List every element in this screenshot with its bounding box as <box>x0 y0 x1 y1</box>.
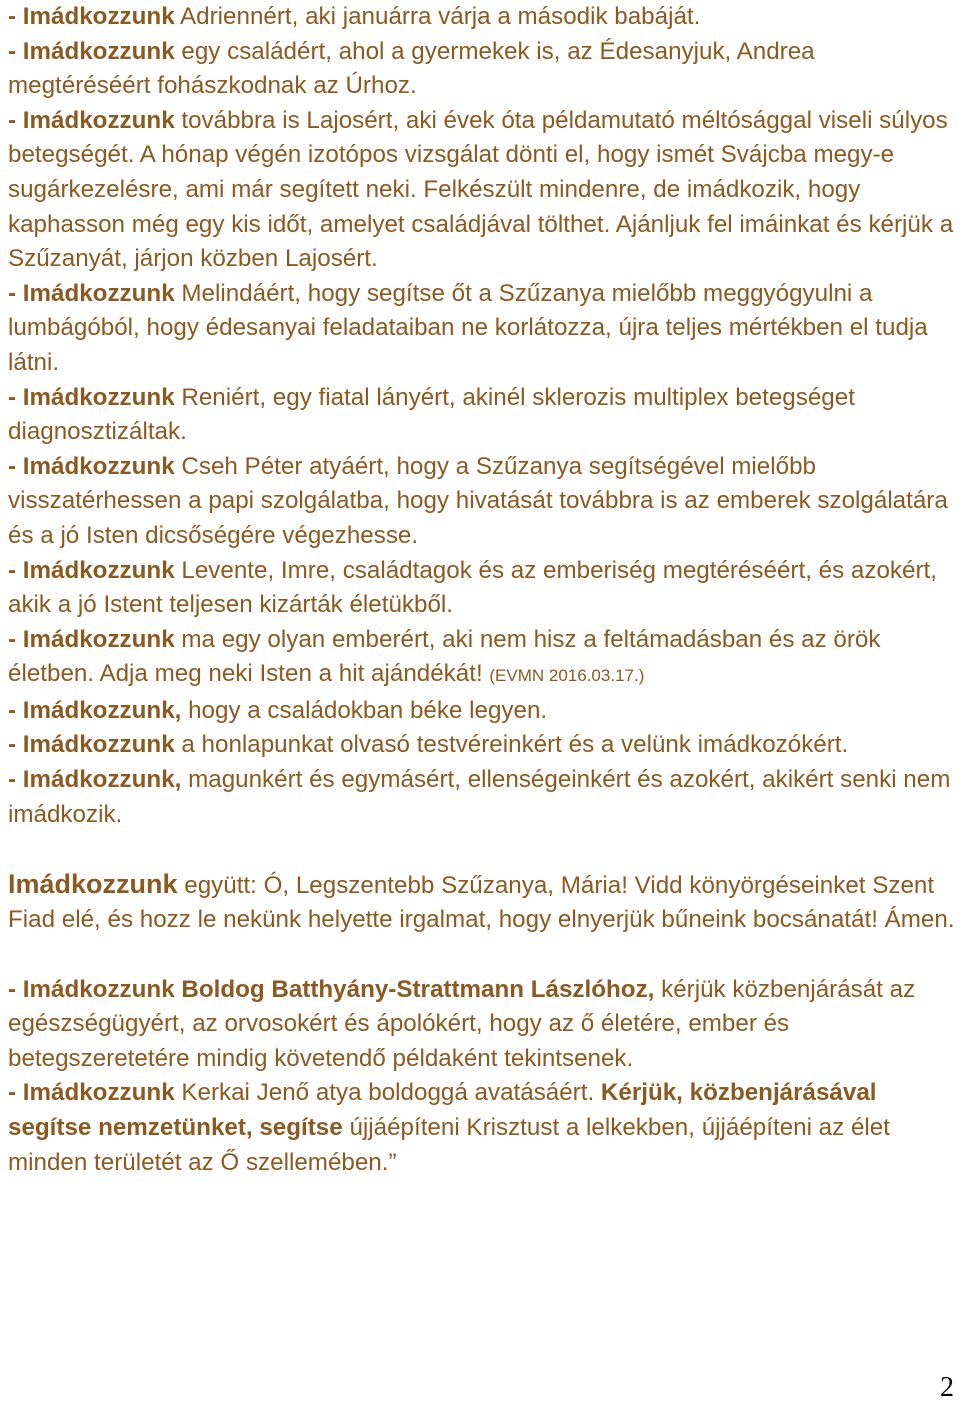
prayer-text: ma egy olyan emberért, aki nem hisz a feltámadásban és az örök életben. Adja meg neki Isten a hit ajándékát! <box>8 625 881 688</box>
prayer-text: továbbra is Lajosért, aki évek óta példamutató méltósággal viseli súlyos betegségét. A hónap végén izotópos vizsgálat dönti el, hogy ismét Svájcba megy-e sugárkezelésre, ami már segített neki. Felkészült mindenre, de imádkozik, hogy kaphasson még egy kis időt, amelyet családjával tölthet. Ajánljuk fel imáinkat és kérjük a Szűzanyát, járjon közben Lajosért. <box>8 106 954 273</box>
kerkai-label: - Imádkozzunk <box>8 1079 175 1107</box>
prayer-item-3 <box>8 104 960 277</box>
prayer-item-8 <box>8 623 960 694</box>
common-prayer-label: Imádkozzunk <box>8 868 178 899</box>
prayer-text: Cseh Péter atyáért, hogy a Szűzanya segítségével mielőbb visszatérhessen a papi szolgálatba, hogy hivatását továbbra is az emberek szolgálatára és a jó Isten dicsőségére végezhesse. <box>8 452 948 549</box>
kerkai-text-1: Kerkai Jenő atya boldoggá avatásáért. <box>174 1079 601 1107</box>
prayer-item-2 <box>8 35 960 104</box>
prayer-text: magunkért és egymásért, ellenségeinkért és azokért, akikért senki nem imádkozik. <box>8 766 951 828</box>
prayer-item-9 <box>8 694 960 729</box>
prayer-item-6 <box>8 450 960 554</box>
prayer-item-1 <box>8 0 960 35</box>
source-note: (EVMN 2016.03.17.) <box>489 666 645 686</box>
prayer-text: Melindáért, hogy segítse őt a Szűzanya mielőbb meggyógyulni a lumbágóból, hogy édesanyai feladataiban ne korlátozza, újra teljes mértékben el tudja látni. <box>8 279 928 376</box>
prayer-label: - Imádkozzunk <box>8 106 175 134</box>
prayer-label: - Imádkozzunk <box>8 279 175 307</box>
kerkai-bold-text: Kérjük, közbenjárásával segítse nemzetünket, segítse <box>8 1079 877 1141</box>
prayer-label: - Imádkozzunk <box>8 452 175 480</box>
prayer-label: - Imádkozzunk <box>8 731 175 759</box>
prayer-text: hogy a családokban béke legyen. <box>181 696 548 724</box>
prayer-label: - Imádkozzunk <box>8 37 175 65</box>
prayer-label: - Imádkozzunk <box>8 625 175 653</box>
prayer-label: - Imádkozzunk, <box>8 766 182 794</box>
document-page <box>8 0 960 1180</box>
prayer-label: - Imádkozzunk <box>8 556 175 584</box>
prayer-list <box>8 0 960 832</box>
prayer-text: Adriennért, aki januárra várja a második babáját. <box>174 3 701 30</box>
kerkai-prayer <box>8 1076 960 1180</box>
prayer-text: Levente, Imre, családtagok és az emberiség megtéréséért, és azokért, akik a jó Istent teljesen kizárták életükből. <box>8 556 937 619</box>
prayer-item-5 <box>8 381 960 450</box>
prayer-item-7 <box>8 554 960 623</box>
common-prayer-text: együtt: Ó, Legszentebb Szűzanya, Mária! Vidd könyörgéseinket Szent Fiad elé, és hozz le nekünk helyette irgalmat, hogy elnyerjük bűneink bocsánatát! Ámen. <box>8 871 955 934</box>
batthyany-prayer <box>8 973 960 1077</box>
prayer-item-10 <box>8 728 960 763</box>
prayer-text: Reniért, egy fiatal lányért, akinél sklerozis multiplex betegséget diagnosztizáltak. <box>8 383 855 446</box>
prayer-text: egy családért, ahol a gyermekek is, az Édesanyjuk, Andrea megtéréséért fohászkodnak az Úrhoz. <box>8 37 815 100</box>
prayer-label: - Imádkozzunk <box>8 383 175 411</box>
spacer <box>8 832 960 867</box>
common-prayer <box>8 867 960 938</box>
prayer-item-4 <box>8 277 960 381</box>
kerkai-text-2: újjáépíteni Krisztust a lelkekben, újjáépíteni az élet minden területét az Ő szellemében.” <box>8 1114 890 1176</box>
prayer-label: - Imádkozzunk, <box>8 696 182 724</box>
prayer-text: a honlapunkat olvasó testvéreinkért és a velünk imádkozókért. <box>174 731 849 759</box>
prayer-item-11 <box>8 763 960 832</box>
batthyany-label: - Imádkozzunk Boldog Batthyány-Strattmann Lászlóhoz, <box>8 975 655 1003</box>
prayer-label: - Imádkozzunk <box>8 3 175 30</box>
batthyany-text: kérjük közbenjárását az egészségügyért, az orvosokért és ápolókért, hogy az ő életére, ember és betegszeretetére mindig követendő példaként tekintsenek. <box>8 975 916 1072</box>
spacer <box>8 938 960 973</box>
page-number: 2 <box>940 1372 954 1403</box>
